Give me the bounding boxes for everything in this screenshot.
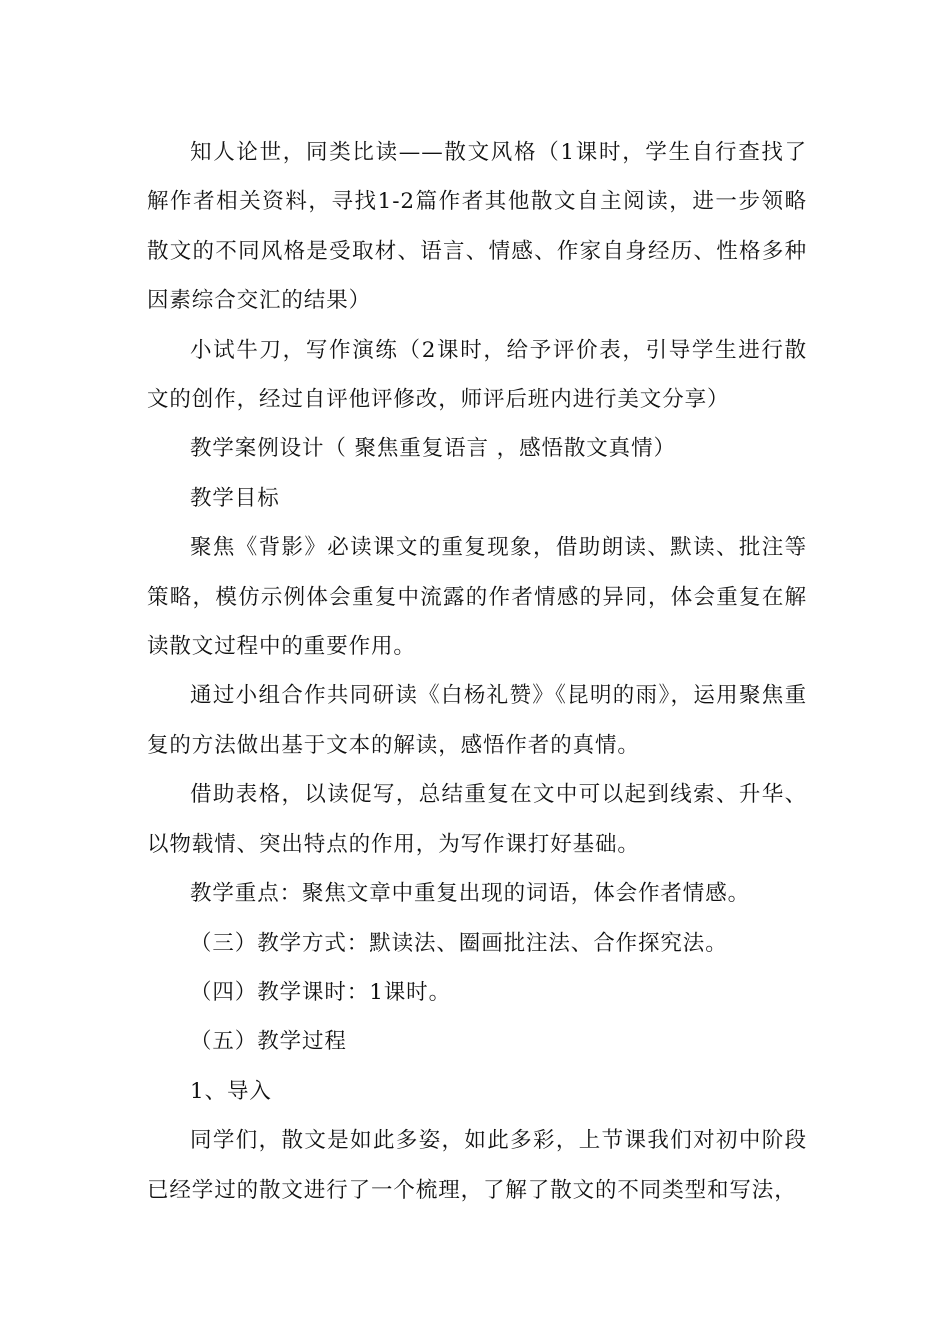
paragraph-introduction-heading: 1、导入	[190, 1078, 272, 1104]
paragraph-teaching-methods: （三）教学方式：默读法、圈画批注法、合作探究法。	[190, 930, 728, 956]
document-page	[147, 128, 807, 1215]
paragraph-goal-1: 聚焦《背影》必读课文的重复现象，借助朗读、默读、批注等策略，模仿示例体会重复中流露的作者情感的异同，体会重复在解读散文过程中的重要作用。	[147, 535, 807, 660]
paragraph-case-design-title: 教学案例设计（ 聚焦重复语言 ，感悟散文真情）	[190, 436, 676, 462]
paragraph-reading-style: 知人论世，同类比读——散文风格（1课时，学生自行查找了解作者相关资料，寻找1-2篇作者其他散文自主阅读，进一步领略散文的不同风格是受取材、语言、情感、作家自身经历、性格多种因素综合交汇的结果）	[147, 140, 807, 314]
paragraph-goal-3: 借助表格，以读促写，总结重复在文中可以起到线索、升华、以物载情、突出特点的作用，为写作课打好基础。	[147, 782, 807, 857]
paragraph-teaching-focus: 教学重点：聚焦文章中重复出现的词语，体会作者情感。	[190, 881, 751, 907]
paragraph-goal-2: 通过小组合作共同研读《白杨礼赞》《昆明的雨》，运用聚焦重复的方法做出基于文本的解读，感悟作者的真情。	[147, 683, 807, 758]
paragraph-introduction-text: 同学们，散文是如此多姿，如此多彩，上节课我们对初中阶段已经学过的散文进行了一个梳理，了解了散文的不同类型和写法，	[147, 1128, 807, 1203]
paragraph-teaching-goals-heading: 教学目标	[190, 485, 280, 511]
paragraph-writing-practice: 小试牛刀，写作演练（2课时，给予评价表，引导学生进行散文的创作，经过自评他评修改，师评后班内进行美文分享）	[147, 337, 807, 413]
paragraph-class-hours: （四）教学课时：1课时。	[190, 979, 451, 1005]
paragraph-teaching-process-heading: （五）教学过程	[190, 1029, 347, 1055]
